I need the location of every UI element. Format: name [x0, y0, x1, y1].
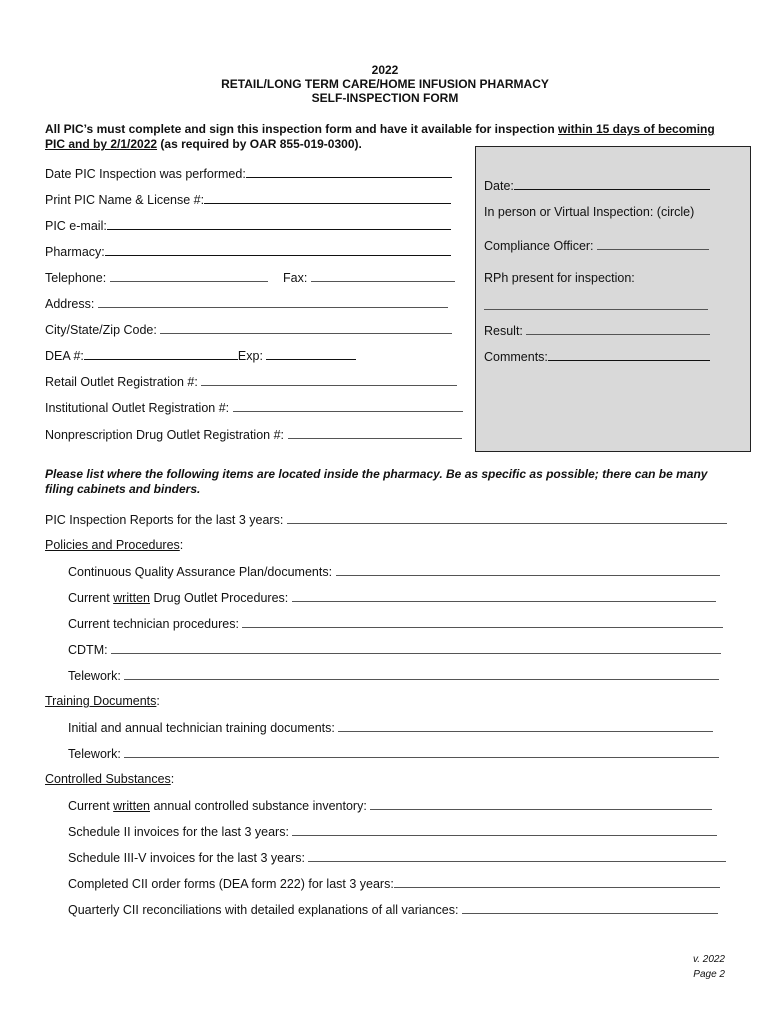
schedule-iii-v-line[interactable]: [308, 850, 726, 862]
box-date-line[interactable]: [514, 178, 710, 190]
date-pic-line[interactable]: [246, 166, 452, 178]
form-year: 2022: [371, 63, 399, 77]
technician-procedures-field[interactable]: [68, 616, 723, 632]
page-number: Page 2: [693, 969, 725, 980]
result-line[interactable]: [526, 323, 710, 335]
quarterly-cii-label: Quarterly CII reconciliations with detailed explanations of all variances:: [68, 903, 459, 917]
intro-deadline: within 15 days of becoming PIC and by 2/1/2022: [45, 122, 715, 151]
cdtm-field[interactable]: [68, 642, 721, 658]
institutional-outlet-line[interactable]: [233, 400, 463, 412]
address-label: Address:: [45, 297, 95, 311]
nonprescription-outlet-label: Nonprescription Drug Outlet Registration #:: [45, 428, 285, 442]
institutional-outlet-label: Institutional Outlet Registration #:: [45, 401, 230, 415]
intro-text-1: All PIC’s must complete and sign this inspection form and have it available for inspection: [45, 122, 558, 136]
print-pic-field[interactable]: [45, 192, 451, 208]
cqa-line[interactable]: [336, 564, 720, 576]
pharmacy-line[interactable]: [105, 244, 451, 256]
retail-outlet-field[interactable]: [45, 374, 457, 390]
telephone-field[interactable]: [45, 270, 268, 286]
fax-line[interactable]: [311, 270, 455, 282]
pic-email-label: PIC e-mail:: [45, 219, 107, 233]
print-pic-label: Print PIC Name & License #:: [45, 193, 205, 207]
policies-heading-text: Policies and Procedures: [45, 538, 180, 552]
nonprescription-outlet-line[interactable]: [288, 427, 462, 439]
telephone-line[interactable]: [110, 270, 268, 282]
comments-line[interactable]: [548, 349, 710, 361]
quarterly-cii-field[interactable]: [68, 902, 718, 918]
technician-procedures-label: Current technician procedures:: [68, 617, 239, 631]
cdtm-line[interactable]: [111, 642, 721, 654]
inspection-type-text[interactable]: In person or Virtual Inspection: (circle): [484, 205, 695, 219]
comments-field[interactable]: [484, 349, 710, 365]
inventory-written-word: written: [113, 799, 150, 813]
version-label: v. 2022: [692, 954, 725, 965]
form-title: RETAIL/LONG TERM CARE/HOME INFUSION PHARMACY: [221, 77, 549, 91]
controlled-heading: [45, 772, 174, 787]
pic-reports-label: PIC Inspection Reports for the last 3 years:: [45, 513, 284, 527]
annual-inventory-label: annual controlled substance inventory:: [149, 799, 367, 813]
tech-training-line[interactable]: [338, 720, 713, 732]
training-heading: [45, 694, 160, 709]
telework-label: Telework:: [68, 669, 121, 683]
rph-present-field[interactable]: [484, 298, 708, 314]
box-date-field[interactable]: [484, 178, 710, 194]
cii-order-forms-line[interactable]: [394, 876, 720, 888]
current-word: Current: [68, 591, 114, 605]
pic-reports-field[interactable]: [45, 512, 727, 528]
print-pic-line[interactable]: [204, 192, 451, 204]
written-word: written: [113, 591, 150, 605]
cii-order-forms-label: Completed CII order forms (DEA form 222) for last 3 years:: [68, 877, 394, 891]
pic-reports-line[interactable]: [287, 512, 727, 524]
form-subtitle: SELF-INSPECTION FORM: [311, 91, 459, 105]
rph-present-label: RPh present for inspection:: [484, 271, 635, 285]
exp-label: Exp:: [237, 349, 263, 363]
result-label: Result:: [484, 324, 523, 338]
compliance-officer-label: Compliance Officer:: [484, 239, 594, 253]
list-instructions: Please list where the following items are located inside the pharmacy. Be as specific as possible; there can be many filing cabinets and binders.: [45, 467, 708, 496]
compliance-officer-line[interactable]: [597, 238, 709, 250]
dea-line[interactable]: [84, 348, 238, 360]
annual-inventory-field[interactable]: [68, 798, 712, 814]
schedule-iii-v-field[interactable]: [68, 850, 726, 866]
telework-field[interactable]: [68, 668, 719, 684]
rph-present-line[interactable]: [484, 298, 708, 310]
technician-procedures-line[interactable]: [242, 616, 723, 628]
drug-outlet-procedures-line[interactable]: [292, 590, 716, 602]
nonprescription-outlet-field[interactable]: [45, 427, 462, 443]
city-state-zip-label: City/State/Zip Code:: [45, 323, 157, 337]
policies-heading: [45, 538, 183, 553]
cqa-field[interactable]: [68, 564, 720, 580]
city-state-zip-line[interactable]: [160, 322, 452, 334]
quarterly-cii-line[interactable]: [462, 902, 718, 914]
telework-line[interactable]: [124, 668, 719, 680]
dea-label: DEA #:: [45, 349, 84, 363]
cdtm-label: CDTM:: [68, 643, 108, 657]
schedule-ii-label: Schedule II invoices for the last 3 years:: [68, 825, 289, 839]
tech-training-label: Initial and annual technician training documents:: [68, 721, 335, 735]
pharmacy-label: Pharmacy:: [45, 245, 105, 259]
intro-text-3: (as required by OAR 855-019-0300).: [157, 137, 362, 151]
result-field[interactable]: [484, 323, 710, 339]
policies-heading-colon: :: [179, 538, 184, 552]
comments-label: Comments:: [484, 350, 548, 364]
exp-line[interactable]: [266, 348, 356, 360]
dea-field[interactable]: [45, 348, 356, 364]
controlled-heading-colon: :: [170, 772, 175, 786]
pic-email-field[interactable]: [45, 218, 451, 234]
schedule-ii-line[interactable]: [292, 824, 717, 836]
schedule-iii-v-label: Schedule III-V invoices for the last 3 years:: [68, 851, 305, 865]
address-field[interactable]: [45, 296, 448, 312]
city-state-zip-field[interactable]: [45, 322, 452, 338]
controlled-heading-text: Controlled Substances: [45, 772, 171, 786]
pic-email-line[interactable]: [107, 218, 451, 230]
retail-outlet-label: Retail Outlet Registration #:: [45, 375, 198, 389]
institutional-outlet-field[interactable]: [45, 400, 463, 416]
inventory-current-word: Current: [68, 799, 114, 813]
fax-field[interactable]: [283, 270, 455, 286]
compliance-officer-field[interactable]: [484, 238, 709, 254]
date-pic-field[interactable]: [45, 166, 452, 182]
pharmacy-field[interactable]: [45, 244, 451, 260]
tech-training-field[interactable]: [68, 720, 713, 736]
box-date-label: Date:: [484, 179, 514, 193]
cii-order-forms-field[interactable]: [68, 876, 720, 892]
date-pic-label: Date PIC Inspection was performed:: [45, 167, 246, 181]
annual-inventory-line[interactable]: [370, 798, 712, 810]
retail-outlet-line[interactable]: [201, 374, 457, 386]
training-heading-text: Training Documents: [45, 694, 157, 708]
training-heading-colon: :: [156, 694, 160, 708]
drug-outlet-procedures-label: Drug Outlet Procedures:: [149, 591, 289, 605]
telework-training-field[interactable]: [68, 746, 719, 762]
telework-training-line[interactable]: [124, 746, 719, 758]
fax-label: Fax:: [283, 271, 308, 285]
drug-outlet-procedures-field[interactable]: [68, 590, 716, 606]
cqa-label: Continuous Quality Assurance Plan/documents:: [68, 565, 333, 579]
schedule-ii-field[interactable]: [68, 824, 717, 840]
telework-training-label: Telework:: [68, 747, 121, 761]
address-line[interactable]: [98, 296, 448, 308]
telephone-label: Telephone:: [45, 271, 107, 285]
